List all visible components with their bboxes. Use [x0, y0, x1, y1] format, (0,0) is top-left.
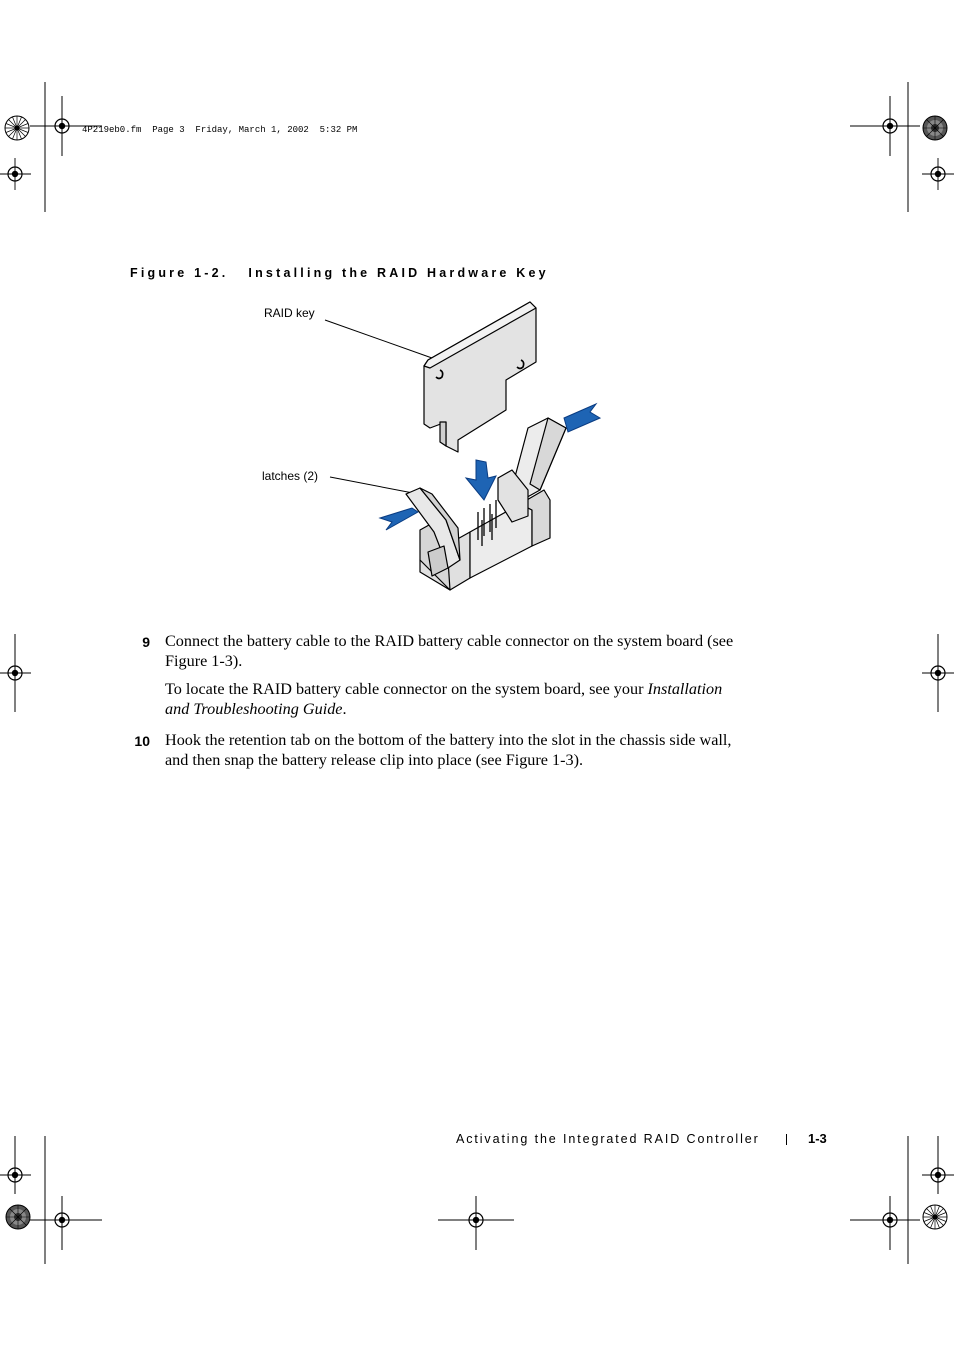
step-10-text: Hook the retention tab on the bottom of the battery into the slot in the chassis side wall, and then snap the battery release clip into place (see Figure 1-3).: [165, 731, 732, 769]
raid-key-leader-line: [325, 320, 432, 358]
callout-raid-key: RAID key: [264, 306, 315, 320]
figure-caption: Figure 1-2. Installing the RAID Hardware Key: [130, 266, 549, 280]
footer-chapter-title: Activating the Integrated RAID Controller: [456, 1132, 760, 1146]
step-number-10: 10: [134, 733, 150, 749]
page-number: 1-3: [808, 1131, 827, 1146]
raid-key-installation-illustration: [255, 296, 615, 596]
step-9-note: [165, 680, 745, 719]
footer-divider: [786, 1134, 787, 1145]
installation-guide-title: Installation and Troubleshooting Guide: [165, 680, 723, 718]
step-9-text: Connect the battery cable to the RAID battery cable connector on the system board (see Figure 1-3).: [165, 632, 734, 670]
callout-latches: latches (2): [262, 469, 319, 483]
arrow-key-down: [466, 460, 496, 500]
step-9-note-prefix: To locate the RAID battery cable connector on the system board, see your: [165, 680, 648, 698]
file-slug: 4P219eb0.fm Page 3 Friday, March 1, 2002 5:32 PM: [82, 125, 358, 135]
arrow-right-latch: [564, 404, 600, 432]
raid-key-card: [424, 302, 536, 452]
arrow-left-latch: [380, 508, 418, 530]
step-number-9: 9: [142, 634, 150, 650]
latches-leader-line: [330, 477, 413, 493]
step-9-note-suffix: .: [342, 699, 347, 718]
